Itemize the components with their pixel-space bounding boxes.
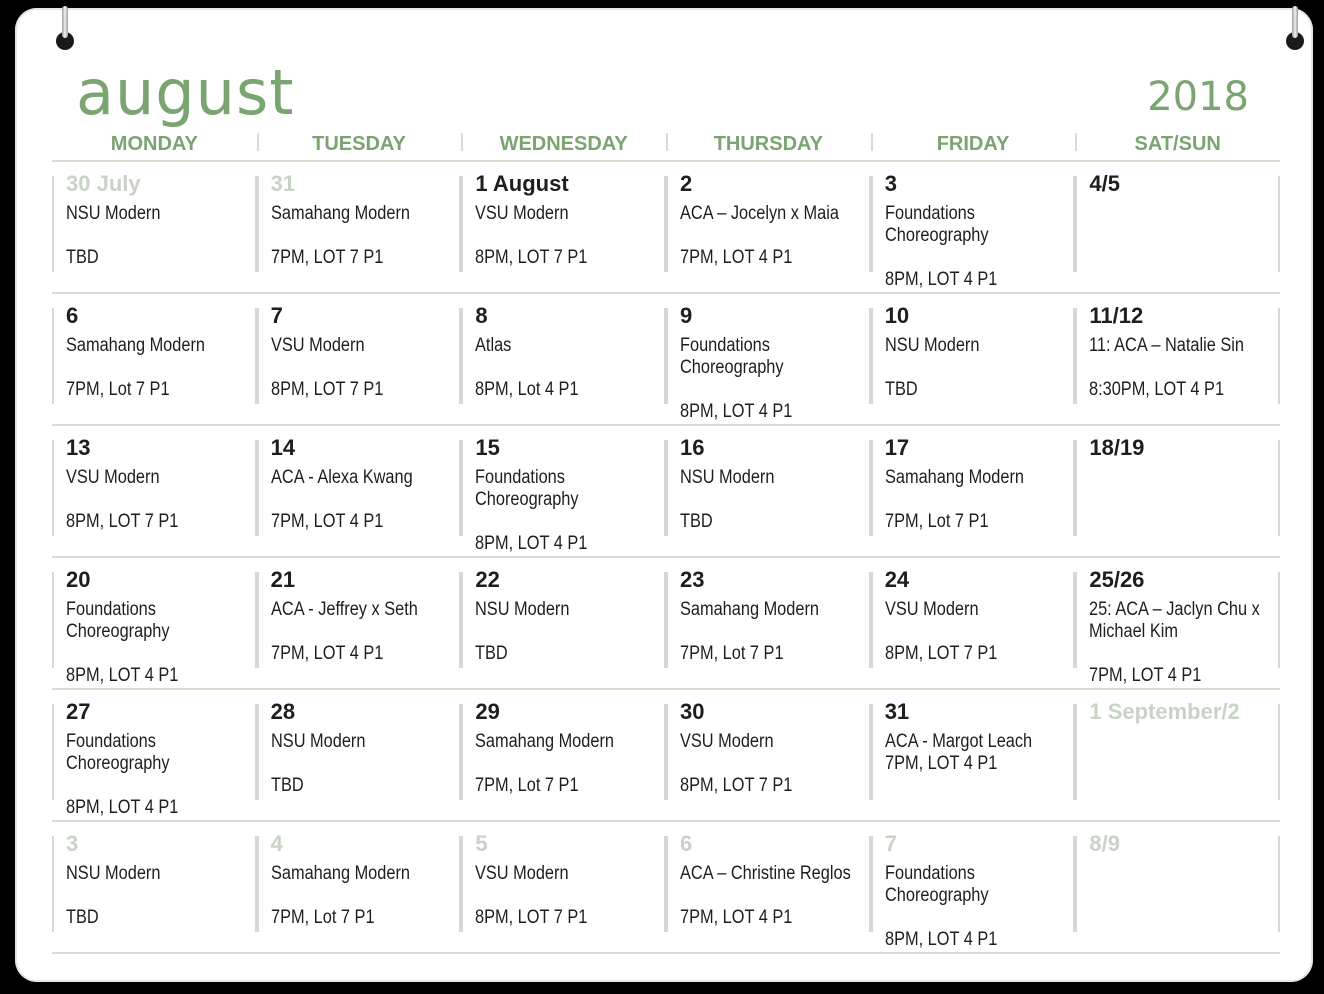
day-date: 30 July <box>66 171 141 196</box>
weekday-label: TUESDAY <box>257 130 462 160</box>
day-date: 7 <box>884 831 897 856</box>
day-cell[interactable] <box>1075 162 1280 292</box>
event-time-location: 7PM, Lot 7 P1 <box>475 775 579 796</box>
day-date: 28 <box>270 699 296 724</box>
day-cell[interactable] <box>1075 822 1280 952</box>
event-time-location: 7PM, LOT 4 P1 <box>680 907 793 928</box>
day-cell[interactable] <box>461 822 666 952</box>
day-cell[interactable] <box>871 426 1076 556</box>
day-date: 8/9 <box>1089 831 1120 856</box>
event-title: ACA - Alexa Kwang <box>270 467 413 488</box>
event-title: VSU Modern <box>475 863 569 884</box>
day-cell[interactable] <box>1075 294 1280 424</box>
event-title: NSU Modern <box>270 731 366 752</box>
event-time-location: 8PM, LOT 4 P1 <box>66 665 179 686</box>
day-date: 31 <box>270 171 296 196</box>
day-cell[interactable] <box>666 162 871 292</box>
day-date: 7 <box>270 303 283 328</box>
day-date: 31 <box>884 699 910 724</box>
day-date: 3 <box>66 831 79 856</box>
day-cell[interactable] <box>666 426 871 556</box>
day-date: 20 <box>66 567 91 592</box>
event-title: Samahang Modern <box>884 467 1024 488</box>
event-title: VSU Modern <box>270 335 365 356</box>
week-row <box>52 822 1280 954</box>
event-time-location: 8PM, LOT 4 P1 <box>884 269 998 290</box>
event-time-location: 8PM, LOT 7 P1 <box>270 379 383 400</box>
event-time-location: TBD <box>680 511 713 532</box>
event-title: ACA - Jeffrey x Seth <box>270 599 418 620</box>
day-date: 11/12 <box>1089 303 1144 328</box>
weekday-label: FRIDAY <box>871 130 1076 160</box>
day-date: 16 <box>680 435 705 460</box>
event-title: VSU Modern <box>66 467 160 488</box>
event-time-location: TBD <box>66 247 99 268</box>
weekday-label: SAT/SUN <box>1075 130 1280 160</box>
day-date: 23 <box>680 567 705 592</box>
day-cell[interactable] <box>666 690 871 820</box>
day-date: 1 August <box>475 171 569 196</box>
week-row <box>52 558 1280 690</box>
event-title: VSU Modern <box>475 203 569 224</box>
event-time-location: 8PM, LOT 4 P1 <box>475 533 588 554</box>
day-date: 29 <box>475 699 500 724</box>
day-cell[interactable] <box>666 294 871 424</box>
event-time-location: TBD <box>270 775 304 796</box>
day-date: 17 <box>884 435 910 460</box>
week-row <box>52 426 1280 558</box>
event-title: Samahang Modern <box>270 863 410 884</box>
day-date: 15 <box>475 435 500 460</box>
event-time-location: 8PM, LOT 7 P1 <box>475 247 588 268</box>
event-title: NSU Modern <box>66 203 161 224</box>
event-time-location: 7PM, LOT 4 P1 <box>270 643 383 664</box>
day-date: 22 <box>475 567 500 592</box>
day-date: 10 <box>884 303 910 328</box>
event-time-location: 8PM, LOT 4 P1 <box>66 797 179 818</box>
event-time-location: 8PM, Lot 4 P1 <box>475 379 579 400</box>
event-time-location: 8PM, LOT 7 P1 <box>475 907 588 928</box>
event-title: Foundations Choreography <box>680 335 784 378</box>
day-cell[interactable] <box>52 690 257 820</box>
day-cell[interactable] <box>257 690 462 820</box>
day-date: 27 <box>66 699 91 724</box>
event-title: Foundations Choreography <box>66 599 170 642</box>
weekday-label: WEDNESDAY <box>461 130 666 160</box>
day-cell[interactable] <box>871 162 1076 292</box>
event-title: ACA - Margot Leach <box>884 731 1032 752</box>
day-cell[interactable] <box>257 822 462 952</box>
event-title: NSU Modern <box>475 599 570 620</box>
day-cell[interactable] <box>461 294 666 424</box>
event-time-location: TBD <box>884 379 918 400</box>
day-date: 6 <box>680 831 693 856</box>
year-title: 2018 <box>1147 74 1249 120</box>
day-date: 2 <box>680 171 693 196</box>
event-title: Samahang Modern <box>680 599 819 620</box>
day-cell[interactable] <box>871 294 1076 424</box>
weekday-label: MONDAY <box>110 133 198 155</box>
event-title: Atlas <box>475 335 512 356</box>
day-cell[interactable] <box>871 690 1076 820</box>
day-cell[interactable] <box>257 426 462 556</box>
day-date: 24 <box>884 567 910 592</box>
event-time-location: 7PM, LOT 4 P1 <box>1089 665 1202 686</box>
event-time-location: TBD <box>475 643 509 664</box>
day-date: 13 <box>66 435 91 460</box>
event-title: VSU Modern <box>884 599 979 620</box>
binder-ring-right <box>1286 32 1304 50</box>
event-time-location: 7PM, LOT 4 P1 <box>270 511 383 532</box>
event-title: ACA – Jocelyn x Maia <box>680 203 839 224</box>
day-cell[interactable] <box>52 558 257 688</box>
week-row <box>52 162 1280 294</box>
day-cell[interactable] <box>52 822 257 952</box>
day-cell[interactable] <box>1075 690 1280 820</box>
binder-ring-left <box>56 32 74 50</box>
day-date: 14 <box>270 435 296 460</box>
day-date: 1 September/2 <box>1089 699 1240 724</box>
day-date: 21 <box>270 567 296 592</box>
day-cell[interactable] <box>461 558 666 688</box>
event-title: NSU Modern <box>680 467 775 488</box>
day-cell[interactable] <box>1075 426 1280 556</box>
weekday-header <box>52 130 1280 162</box>
event-time-location: 8PM, LOT 7 P1 <box>66 511 179 532</box>
event-time-location: 8PM, LOT 4 P1 <box>680 401 793 422</box>
weekday-label: THURSDAY <box>666 130 871 160</box>
event-time-location: 7PM, Lot 7 P1 <box>884 511 989 532</box>
day-date: 25/26 <box>1089 567 1145 592</box>
event-title: Samahang Modern <box>475 731 615 752</box>
event-title: NSU Modern <box>66 863 161 884</box>
day-date: 6 <box>66 303 79 328</box>
event-time-location: 7PM, Lot 7 P1 <box>270 907 375 928</box>
event-time-location: TBD <box>66 907 99 928</box>
event-title: Samahang Modern <box>270 203 410 224</box>
day-date: 9 <box>680 303 693 328</box>
event-title: ACA – Christine Reglos <box>680 863 851 884</box>
event-title: 25: ACA – Jaclyn Chu x Michael Kim <box>1089 599 1261 642</box>
day-date: 18/19 <box>1089 435 1145 460</box>
calendar-grid <box>52 162 1280 954</box>
day-cell[interactable] <box>666 558 871 688</box>
day-cell[interactable] <box>257 162 462 292</box>
day-cell[interactable] <box>52 294 257 424</box>
event-title: NSU Modern <box>884 335 980 356</box>
event-time-location: 8:30PM, LOT 4 P1 <box>1089 379 1225 400</box>
day-cell[interactable] <box>666 822 871 952</box>
month-title: august <box>76 56 295 129</box>
event-time-location: 7PM, Lot 7 P1 <box>680 643 784 664</box>
week-row <box>52 294 1280 426</box>
day-cell[interactable] <box>257 294 462 424</box>
event-time-location: 8PM, LOT 4 P1 <box>884 929 998 950</box>
day-cell[interactable] <box>257 558 462 688</box>
event-time-location: 8PM, LOT 7 P1 <box>884 643 998 664</box>
event-time-location: 7PM, LOT 4 P1 <box>680 247 793 268</box>
day-cell[interactable] <box>52 426 257 556</box>
event-title: Samahang Modern <box>66 335 205 356</box>
event-time-location: 7PM, LOT 7 P1 <box>270 247 383 268</box>
day-date: 5 <box>475 831 488 856</box>
day-date: 3 <box>884 171 897 196</box>
event-title: Foundations Choreography <box>884 863 989 906</box>
day-cell[interactable] <box>461 426 666 556</box>
day-date: 4/5 <box>1089 171 1120 196</box>
event-time-location: 8PM, LOT 7 P1 <box>680 775 793 796</box>
event-title: Foundations Choreography <box>884 203 989 246</box>
day-cell[interactable] <box>461 162 666 292</box>
event-time-location: 7PM, LOT 4 P1 <box>884 753 998 774</box>
day-cell[interactable] <box>1075 558 1280 688</box>
day-date: 8 <box>475 303 488 328</box>
event-title: VSU Modern <box>680 731 774 752</box>
event-time-location: 7PM, Lot 7 P1 <box>66 379 170 400</box>
day-date: 30 <box>680 699 705 724</box>
day-cell[interactable] <box>871 822 1076 952</box>
day-cell[interactable] <box>871 558 1076 688</box>
event-title: 11: ACA – Natalie Sin <box>1089 335 1245 356</box>
event-title: Foundations Choreography <box>475 467 579 510</box>
week-row <box>52 690 1280 822</box>
day-cell[interactable] <box>461 690 666 820</box>
event-title: Foundations Choreography <box>66 731 170 774</box>
day-date: 4 <box>270 831 283 856</box>
day-cell[interactable] <box>52 162 257 292</box>
